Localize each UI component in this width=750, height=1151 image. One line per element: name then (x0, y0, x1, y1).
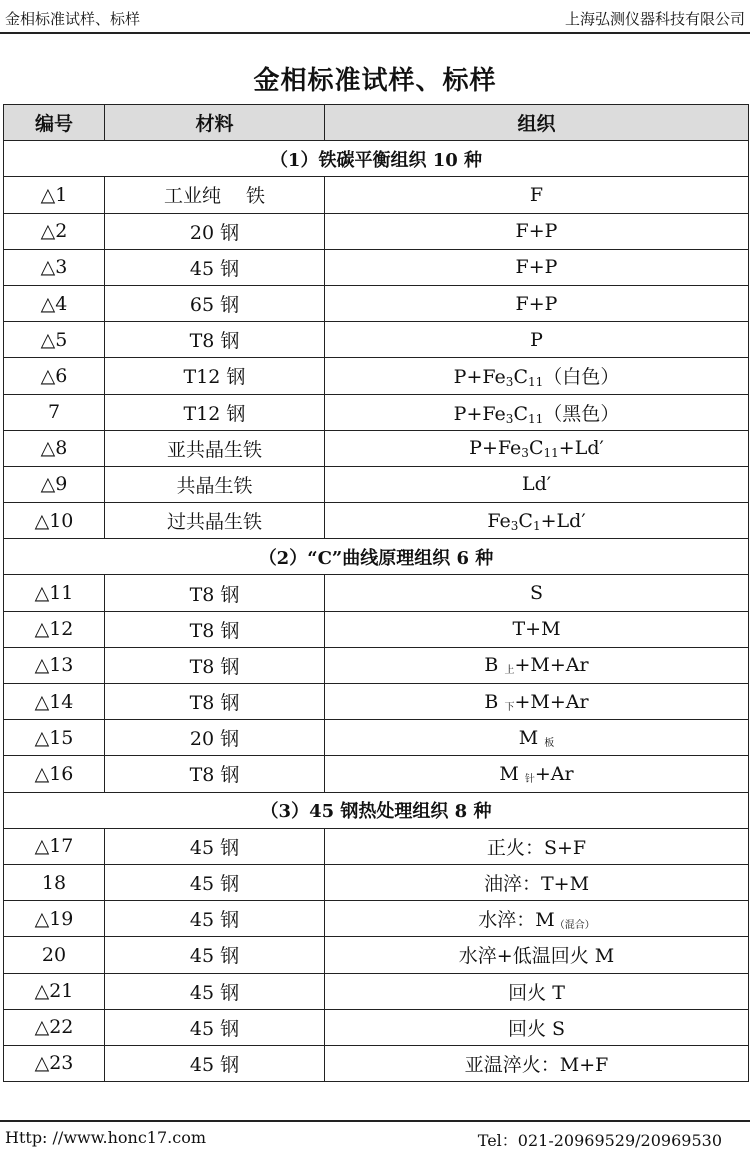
cell-material: 45 钢 (105, 973, 325, 1009)
cell-structure: 回火 T (325, 973, 749, 1009)
cell-material: T8 钢 (105, 756, 325, 792)
table-body (4, 141, 749, 1082)
table-row (4, 1009, 749, 1045)
cell-structure: M 板 (325, 720, 749, 756)
cell-structure: F+P (325, 249, 749, 285)
cell-material: T8 钢 (105, 647, 325, 683)
cell-number: △17 (4, 828, 105, 864)
table-row (4, 611, 749, 647)
cell-number: △23 (4, 1045, 105, 1081)
table-row (4, 756, 749, 792)
cell-material: 65 钢 (105, 285, 325, 321)
cell-number: △12 (4, 611, 105, 647)
table-row (4, 828, 749, 864)
table-row (4, 358, 749, 394)
table-row (4, 684, 749, 720)
cell-material: 工业纯 铁 (105, 177, 325, 213)
column-header-structure: 组织 (325, 105, 749, 141)
cell-structure: P (325, 322, 749, 358)
table-row (4, 901, 749, 937)
cell-structure: 正火：S+F (325, 828, 749, 864)
table-header-row (4, 105, 749, 141)
table-row (4, 647, 749, 683)
footer-telephone: Tel：021-20969529/20969530 (477, 1131, 722, 1150)
table-row (4, 213, 749, 249)
cell-number: △15 (4, 720, 105, 756)
cell-structure: S (325, 575, 749, 611)
cell-number: △16 (4, 756, 105, 792)
table-row (4, 249, 749, 285)
cell-number: △8 (4, 430, 105, 466)
cell-number: △11 (4, 575, 105, 611)
table-row (4, 575, 749, 611)
cell-number: △21 (4, 973, 105, 1009)
cell-structure: $Fe_3C_1+Ld'$ (325, 503, 749, 539)
cell-structure: 水淬：M（混合） (325, 901, 749, 937)
section-header-row (4, 792, 749, 828)
table-row (4, 720, 749, 756)
cell-number: △22 (4, 1009, 105, 1045)
table-row (4, 394, 749, 430)
cell-material: 45 钢 (105, 1009, 325, 1045)
cell-number: △19 (4, 901, 105, 937)
cell-number: △10 (4, 503, 105, 539)
cell-number: △6 (4, 358, 105, 394)
page-header (0, 0, 750, 34)
cell-number: △9 (4, 466, 105, 502)
cell-material: T12 钢 (105, 394, 325, 430)
cell-structure: 亚温淬火：M+F (325, 1045, 749, 1081)
cell-material: T12 钢 (105, 358, 325, 394)
cell-material: 45 钢 (105, 828, 325, 864)
footer-website: Http: //www.honc17.com (5, 1128, 206, 1147)
table-row (4, 430, 749, 466)
cell-number: △2 (4, 213, 105, 249)
cell-material: T8 钢 (105, 575, 325, 611)
cell-material: 45 钢 (105, 864, 325, 900)
header-company-name: 上海弘测仪器科技有限公司 (564, 10, 745, 28)
cell-structure: F (325, 177, 749, 213)
cell-material: 45 钢 (105, 937, 325, 973)
table-row (4, 864, 749, 900)
table-row (4, 322, 749, 358)
cell-number: △5 (4, 322, 105, 358)
section-header-row (4, 141, 749, 177)
cell-number: 7 (4, 394, 105, 430)
cell-material: 45 钢 (105, 901, 325, 937)
cell-number: △4 (4, 285, 105, 321)
cell-material: 过共晶生铁 (105, 503, 325, 539)
table-row (4, 466, 749, 502)
cell-number: 20 (4, 937, 105, 973)
column-header-material: 材料 (105, 105, 325, 141)
cell-structure: Ld′ (325, 466, 749, 502)
cell-structure: 回火 S (325, 1009, 749, 1045)
cell-structure: 油淬：T+M (325, 864, 749, 900)
cell-material: T8 钢 (105, 684, 325, 720)
cell-structure: M 针+Ar (325, 756, 749, 792)
cell-structure: $P+Fe_3C_{11}+Ld'$ (325, 430, 749, 466)
table-row (4, 1045, 749, 1081)
cell-number: △13 (4, 647, 105, 683)
cell-material: 亚共晶生铁 (105, 430, 325, 466)
cell-structure: B 下+M+Ar (325, 684, 749, 720)
cell-material: 45 钢 (105, 1045, 325, 1081)
header-left-text: 金相标准试样、标样 (5, 10, 141, 28)
cell-material: 共晶生铁 (105, 466, 325, 502)
cell-structure: $P+Fe_3C_{11}$（黑色） (325, 394, 749, 430)
specimen-table (3, 104, 749, 1082)
cell-structure: 水淬+低温回火 M (325, 937, 749, 973)
table-row (4, 973, 749, 1009)
cell-structure: T+M (325, 611, 749, 647)
cell-material: T8 钢 (105, 611, 325, 647)
cell-structure: $P+Fe_3C_{11}$（白色） (325, 358, 749, 394)
table-row (4, 177, 749, 213)
cell-material: 45 钢 (105, 249, 325, 285)
cell-number: △1 (4, 177, 105, 213)
cell-number: △14 (4, 684, 105, 720)
cell-structure: F+P (325, 285, 749, 321)
table-row (4, 937, 749, 973)
cell-structure: B 上+M+Ar (325, 647, 749, 683)
cell-structure: F+P (325, 213, 749, 249)
section-header-row (4, 539, 749, 575)
cell-number: 18 (4, 864, 105, 900)
cell-material: 20 钢 (105, 720, 325, 756)
cell-number: △3 (4, 249, 105, 285)
table-row (4, 285, 749, 321)
section-title: （3）45 钢热处理组织 8 种 (4, 792, 749, 828)
section-title: （2）“C”曲线原理组织 6 种 (4, 539, 749, 575)
page-footer (0, 1120, 750, 1150)
section-title: （1）铁碳平衡组织 10 种 (4, 141, 749, 177)
cell-material: 20 钢 (105, 213, 325, 249)
document-title: 金相标准试样、标样 (253, 66, 497, 96)
table-row (4, 503, 749, 539)
column-header-number: 编号 (4, 105, 105, 141)
cell-material: T8 钢 (105, 322, 325, 358)
